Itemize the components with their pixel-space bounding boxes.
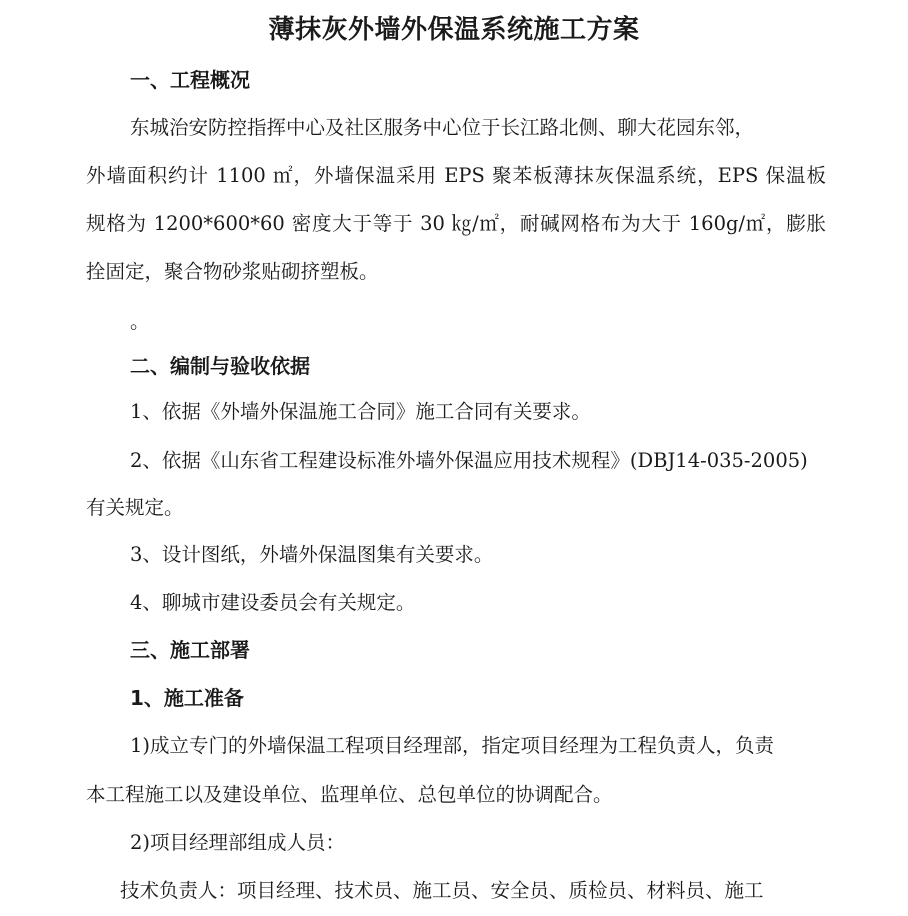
overview-line-1: 东城治安防控指挥中心及社区服务中心位于长江路北侧、聊大花园东邻，	[130, 116, 755, 139]
basis-item-3: 3、设计图纸，外墙外保温图集有关要求。	[130, 543, 494, 566]
preparation-p3: 技术负责人：项目经理、技术员、施工员、安全员、质检员、材料员、施工	[120, 879, 764, 902]
basis-item-2-line-1: 2、依据《山东省工程建设标准外墙外保温应用技术规程》(DBJ14-035-2005)	[130, 449, 808, 472]
section-heading-basis: 二、编制与验收依据	[130, 354, 310, 378]
subsection-heading-preparation: 1、施工准备	[130, 686, 244, 710]
stray-punctuation: 。	[130, 310, 150, 333]
basis-item-4: 4、聊城市建设委员会有关规定。	[130, 591, 416, 614]
document-title: 薄抹灰外墙外保温系统施工方案	[268, 15, 640, 45]
basis-item-1: 1、依据《外墙外保温施工合同》施工合同有关要求。	[130, 400, 591, 423]
preparation-p1-line-2: 本工程施工以及建设单位、监理单位、总包单位的协调配合。	[86, 783, 613, 806]
preparation-p2: 2)项目经理部组成人员：	[130, 831, 346, 854]
overview-line-4: 拴固定，聚合物砂浆贴砌挤塑板。	[86, 260, 379, 283]
basis-item-2-line-2: 有关规定。	[86, 496, 184, 519]
preparation-p1-line-1: 1)成立专门的外墙保温工程项目经理部，指定项目经理为工程负责人，负责	[130, 734, 775, 757]
section-heading-deployment: 三、施工部署	[130, 638, 250, 662]
section-heading-overview: 一、工程概况	[130, 68, 250, 92]
overview-line-2: 外墙面积约计 1100 ㎡，外墙保温采用 EPS 聚苯板薄抹灰保温系统，EPS 保温板	[86, 164, 826, 187]
overview-line-3: 规格为 1200*600*60 密度大于等于 30 ㎏/㎡，耐碱网格布为大于 160g/㎡，膨胀	[86, 212, 826, 235]
